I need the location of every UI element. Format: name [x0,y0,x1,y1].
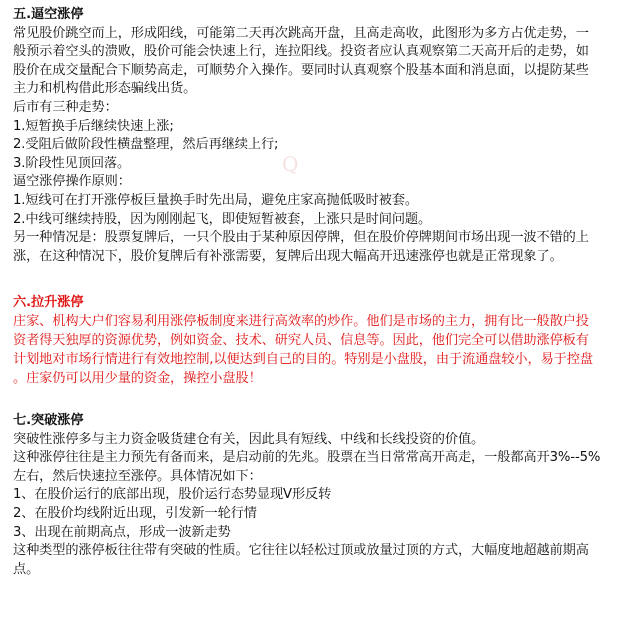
paragraph-line: 。庄家仍可以用少量的资金，操控小盘股！ [13,371,262,386]
paragraph-line: 主力和机构借此形态骗线出货。 [13,81,197,97]
paragraph-line: 2、在股价均线附近出现，引发新一轮行情 [13,505,257,521]
paragraph-line: 这种类型的涨停板往往带有突破的性质。它往往以轻松过顶或放量过顶的方式，大幅度地超越前期高 [13,543,589,559]
paragraph-line: 涨，在这种情况下，股价复牌后有补涨需要，复牌后出现大幅高开迅速涨停也就是正常现象了。 [13,248,563,264]
paragraph-line: 3、出现在前期高点，形成一波新走势 [13,524,231,540]
paragraph-line: 般预示着空头的溃败，股价可能会快速上行，连拉阳线。投资者应认真观察第二天高开后的走势，如 [13,44,589,60]
paragraph-line: 1.短线可在打开涨停板巨量换手时先出局，避免庄家高抛低吸时被套。 [13,192,419,208]
section-seven-body [13,431,631,580]
paragraph-line: 1.短暂换手后继续快速上涨; [13,118,174,134]
section-five [13,6,631,266]
paragraph-line: 1、在股价运行的底部出现，股价运行态势显现V形反转 [13,487,332,503]
paragraph-line: 逼空涨停操作原则： [13,174,131,190]
paragraph-line: 突破性涨停多与主力资金吸货建仓有关，因此具有短线、中线和长线投资的价值。 [13,431,485,447]
section-six-title: 六.拉升涨停 [13,295,84,310]
section-seven-title: 七.突破涨停 [13,413,84,428]
paragraph-line: 这种涨停往往是主力预先有备而来，是启动前的先兆。股票在当日常常高开高走，一般都高开3%--5% [13,450,601,466]
paragraph-line: 后市有三种走势： [13,99,118,115]
paragraph-line: 庄家、机构大户们容易利用涨停板制度来进行高效率的炒作。他们是市场的主力，拥有比一般散户投 [13,314,589,329]
section-six [13,293,631,388]
paragraph-line: 2.受阻后做阶段性横盘整理，然后再继续上行; [13,137,279,153]
watermark: Q [282,152,299,176]
paragraph-line: 计划地对市场行情进行有效地控制,以便达到自己的目的。特别是小盘股，由于流通盘较小，易于控盘 [13,352,593,367]
section-five-title: 五.逼空涨停 [13,7,84,22]
paragraph-line: 另一种情况是：股票复牌后，一只个股由于某种原因停牌，但在股价停牌期间市场出现一波不错的上 [13,230,589,246]
section-five-body [13,25,631,267]
paragraph-line: 左右，然后快速拉至涨停。具体情况如下： [13,468,262,484]
paragraph-line: 3.阶段性见顶回落。 [13,155,131,171]
paragraph-line: 常见股价跳空而上，形成阳线，可能第二天再次跳高开盘，且高走高收，此图形为多方占优走势，一 [13,25,589,41]
section-seven [13,412,631,579]
paragraph-line: 2.中线可继续持股，因为刚刚起飞，即使短暂被套，上涨只是时间问题。 [13,211,432,227]
paragraph-line: 点。 [13,561,40,577]
section-six-body [13,312,631,388]
paragraph-line: 股价在成交量配合下顺势高走，可顺势介入操作。要同时认真观察个股基本面和消息面，以提防某些 [13,62,589,78]
paragraph-line: 资者得天独厚的资源优势，例如资金、技术、研究人员、信息等。因此，他们完全可以借助涨停板有 [13,333,589,348]
